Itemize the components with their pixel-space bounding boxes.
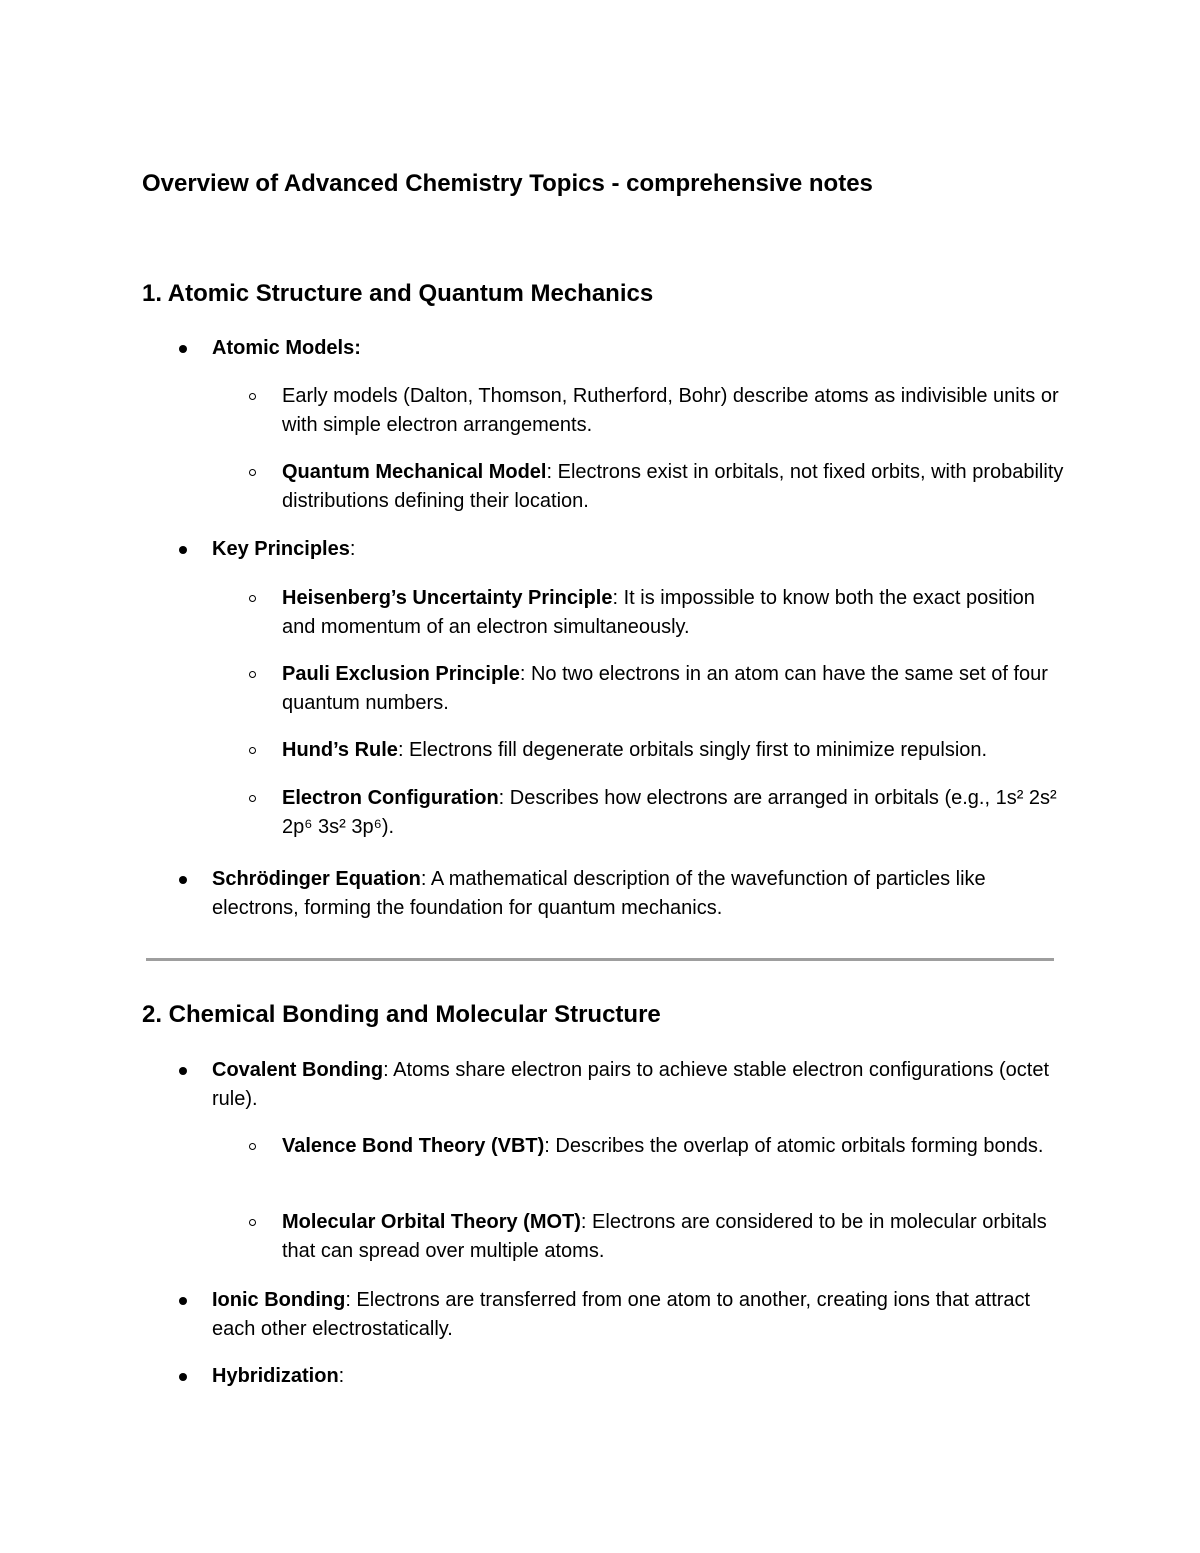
bullet-circle-icon bbox=[249, 393, 256, 400]
bullet-circle-icon bbox=[249, 595, 256, 602]
sub-item-quantum-model bbox=[282, 458, 1072, 516]
bullet-circle-icon bbox=[249, 1143, 256, 1150]
sub-item-text: : No two electrons in an atom can have the same set of four quantum numbers. bbox=[282, 663, 1048, 714]
sub-item-term: Valence Bond Theory (VBT) bbox=[282, 1135, 545, 1157]
bullet-disc-icon bbox=[179, 1373, 187, 1381]
sub-item-text: : It is impossible to know both the exact position and momentum of an electron simultaneously. bbox=[282, 587, 1035, 638]
sub-item-electron-configuration bbox=[282, 784, 1072, 842]
list-item-covalent-bonding bbox=[212, 1056, 1092, 1114]
sub-item-term: Hund’s Rule bbox=[282, 739, 398, 761]
sub-item-heisenberg bbox=[282, 584, 1072, 642]
list-item-hybridization bbox=[212, 1362, 1072, 1391]
sub-item-text: : Electrons are considered to be in molecular orbitals that can spread over multiple atoms. bbox=[282, 1211, 1047, 1262]
list-item-label: Covalent Bonding bbox=[212, 1059, 384, 1081]
bullet-disc-icon bbox=[179, 1067, 187, 1075]
bullet-circle-icon bbox=[249, 469, 256, 476]
list-item-schrodinger bbox=[212, 865, 1072, 923]
list-item-text: : A mathematical description of the wavefunction of particles like electrons, forming the foundation for quantum mechanics. bbox=[212, 868, 986, 919]
sub-item-term: Molecular Orbital Theory (MOT) bbox=[282, 1211, 581, 1233]
sub-item-term: Electron Configuration bbox=[282, 787, 499, 809]
bullet-circle-icon bbox=[249, 1219, 256, 1226]
sub-item-term: Heisenberg’s Uncertainty Principle bbox=[282, 587, 613, 609]
list-item-text: : Atoms share electron pairs to achieve stable electron configurations (octet rule). bbox=[212, 1059, 1050, 1110]
list-item-label: Atomic Models: bbox=[212, 337, 361, 359]
sub-item-text: : Electrons fill degenerate orbitals singly first to minimize repulsion. bbox=[397, 739, 988, 761]
bullet-disc-icon bbox=[179, 345, 187, 353]
list-item-text: : Electrons are transferred from one atom to another, creating ions that attract each other electrostatically. bbox=[212, 1289, 1031, 1340]
sub-item-pauli bbox=[282, 660, 1072, 718]
list-item-label: Schrödinger Equation bbox=[212, 868, 421, 890]
bullet-circle-icon bbox=[249, 671, 256, 678]
bullet-disc-icon bbox=[179, 546, 187, 554]
section-heading-1: 1. Atomic Structure and Quantum Mechanics bbox=[142, 280, 654, 307]
list-item-label: Key Principles bbox=[212, 538, 350, 560]
list-item-atomic-models bbox=[212, 334, 1072, 363]
section-heading-2: 2. Chemical Bonding and Molecular Structure bbox=[142, 1001, 661, 1028]
sub-item-text: : Describes how electrons are arranged in orbitals (e.g., 1s² 2s² 2p⁶ 3s² 3p⁶). bbox=[282, 787, 1057, 838]
list-item-ionic-bonding bbox=[212, 1286, 1072, 1344]
bullet-disc-icon bbox=[179, 1297, 187, 1305]
list-item-suffix: : bbox=[338, 1365, 345, 1387]
sub-item-text: : Electrons exist in orbitals, not fixed orbits, with probability distributions defining their location. bbox=[282, 461, 1064, 512]
list-item-label: Hybridization bbox=[212, 1365, 339, 1387]
list-item-label: Ionic Bonding bbox=[212, 1289, 346, 1311]
sub-item-early-models bbox=[282, 382, 1072, 440]
list-item-suffix: : bbox=[349, 538, 356, 560]
list-item-key-principles bbox=[212, 535, 1072, 564]
sub-item-hund bbox=[282, 736, 1072, 765]
sub-item-vbt bbox=[282, 1132, 1072, 1161]
bullet-circle-icon bbox=[249, 747, 256, 754]
section-divider bbox=[146, 958, 1054, 961]
sub-item-term: Quantum Mechanical Model bbox=[282, 461, 547, 483]
sub-item-text: Early models (Dalton, Thomson, Rutherford, Bohr) describe atoms as indivisible units or with simple electron arrangements. bbox=[282, 385, 1059, 436]
document-title: Overview of Advanced Chemistry Topics - comprehensive notes bbox=[142, 170, 873, 197]
sub-item-term: Pauli Exclusion Principle bbox=[282, 663, 520, 685]
bullet-disc-icon bbox=[179, 876, 187, 884]
sub-item-text: : Describes the overlap of atomic orbitals forming bonds. bbox=[544, 1135, 1044, 1157]
sub-item-mot bbox=[282, 1208, 1072, 1266]
bullet-circle-icon bbox=[249, 795, 256, 802]
